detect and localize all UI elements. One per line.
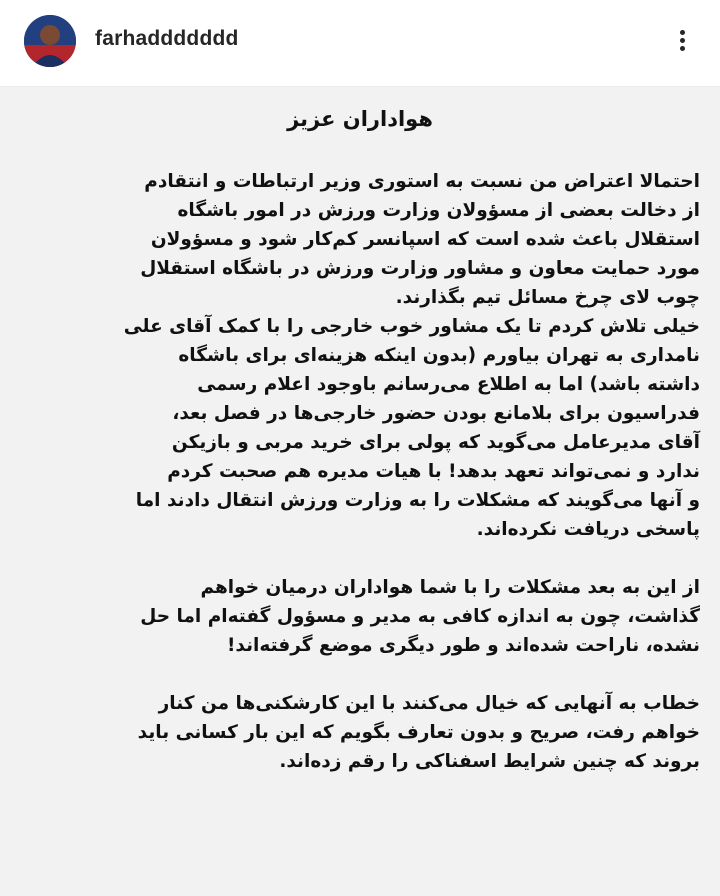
post-image	[0, 87, 720, 896]
post-line: داشته باشد) اما به اطلاع می‌رسانم باوجود اعلام رسمی	[197, 374, 700, 395]
post-line: از دخالت بعضی از مسؤولان وزارت ورزش در امور باشگاه	[177, 200, 700, 221]
post-line: آقای مدیرعامل می‌گوید که پولی برای خرید مربی و بازیکن	[171, 432, 700, 453]
post-line: و آنها می‌گویند که مشکلات را به وزارت ورزش انتقال دادند اما	[135, 490, 700, 511]
post-line: گذاشت، چون به اندازه کافی به مدیر و مسؤول گفته‌ام اما حل	[140, 606, 700, 627]
profile-avatar[interactable]	[24, 15, 76, 67]
avatar-image	[24, 15, 76, 67]
paragraph-gap	[40, 544, 700, 573]
post-title: هواداران عزیز	[287, 107, 433, 131]
post-body	[40, 167, 700, 776]
post-line: خطاب به آنهایی که خیال می‌کنند با این کارشکنی‌ها من کنار	[158, 693, 700, 714]
post-line: خیلی تلاش کردم تا یک مشاور خوب خارجی را با کمک آقای علی	[123, 316, 700, 337]
more-options-icon[interactable]	[668, 20, 698, 60]
post-line: مورد حمایت معاون و مشاور وزارت ورزش در باشگاه استقلال	[140, 258, 700, 279]
paragraph-gap	[40, 660, 700, 689]
post-line: ندارد و نمی‌تواند تعهد بدهد! با هیات مدیره هم صحبت کردم	[167, 461, 700, 482]
username-link[interactable]: farhaddddddd	[95, 27, 239, 50]
post-line: چوب لای چرخ مسائل تیم بگذارند.	[395, 287, 700, 308]
post-header	[0, 0, 720, 87]
post-line: از این به بعد مشکلات را با شما هواداران درمیان خواهم	[200, 577, 700, 598]
post-line: نامداری به تهران بیاورم (بدون اینکه هزینه‌ای برای باشگاه	[178, 345, 700, 366]
post-line: نشده، ناراحت شده‌اند و طور دیگری موضع گرفته‌اند!	[226, 635, 700, 656]
post-line: خواهم رفت، صریح و بدون تعارف بگویم که این بار کسانی باید	[137, 722, 700, 743]
post-line: احتمالا اعتراض من نسبت به استوری وزیر ارتباطات و انتقادم	[144, 171, 700, 192]
post-line: بروند که چنین شرایط اسفناکی را رقم زده‌اند.	[279, 751, 700, 772]
post-line: پاسخی دریافت نکرده‌اند.	[476, 519, 700, 540]
post-line: فدراسیون برای بلامانع بودن حضور خارجی‌ها در فصل بعد،	[172, 403, 700, 424]
post-line: استقلال باعث شده است که اسپانسر کم‌کار شود و مسؤولان	[150, 229, 700, 250]
